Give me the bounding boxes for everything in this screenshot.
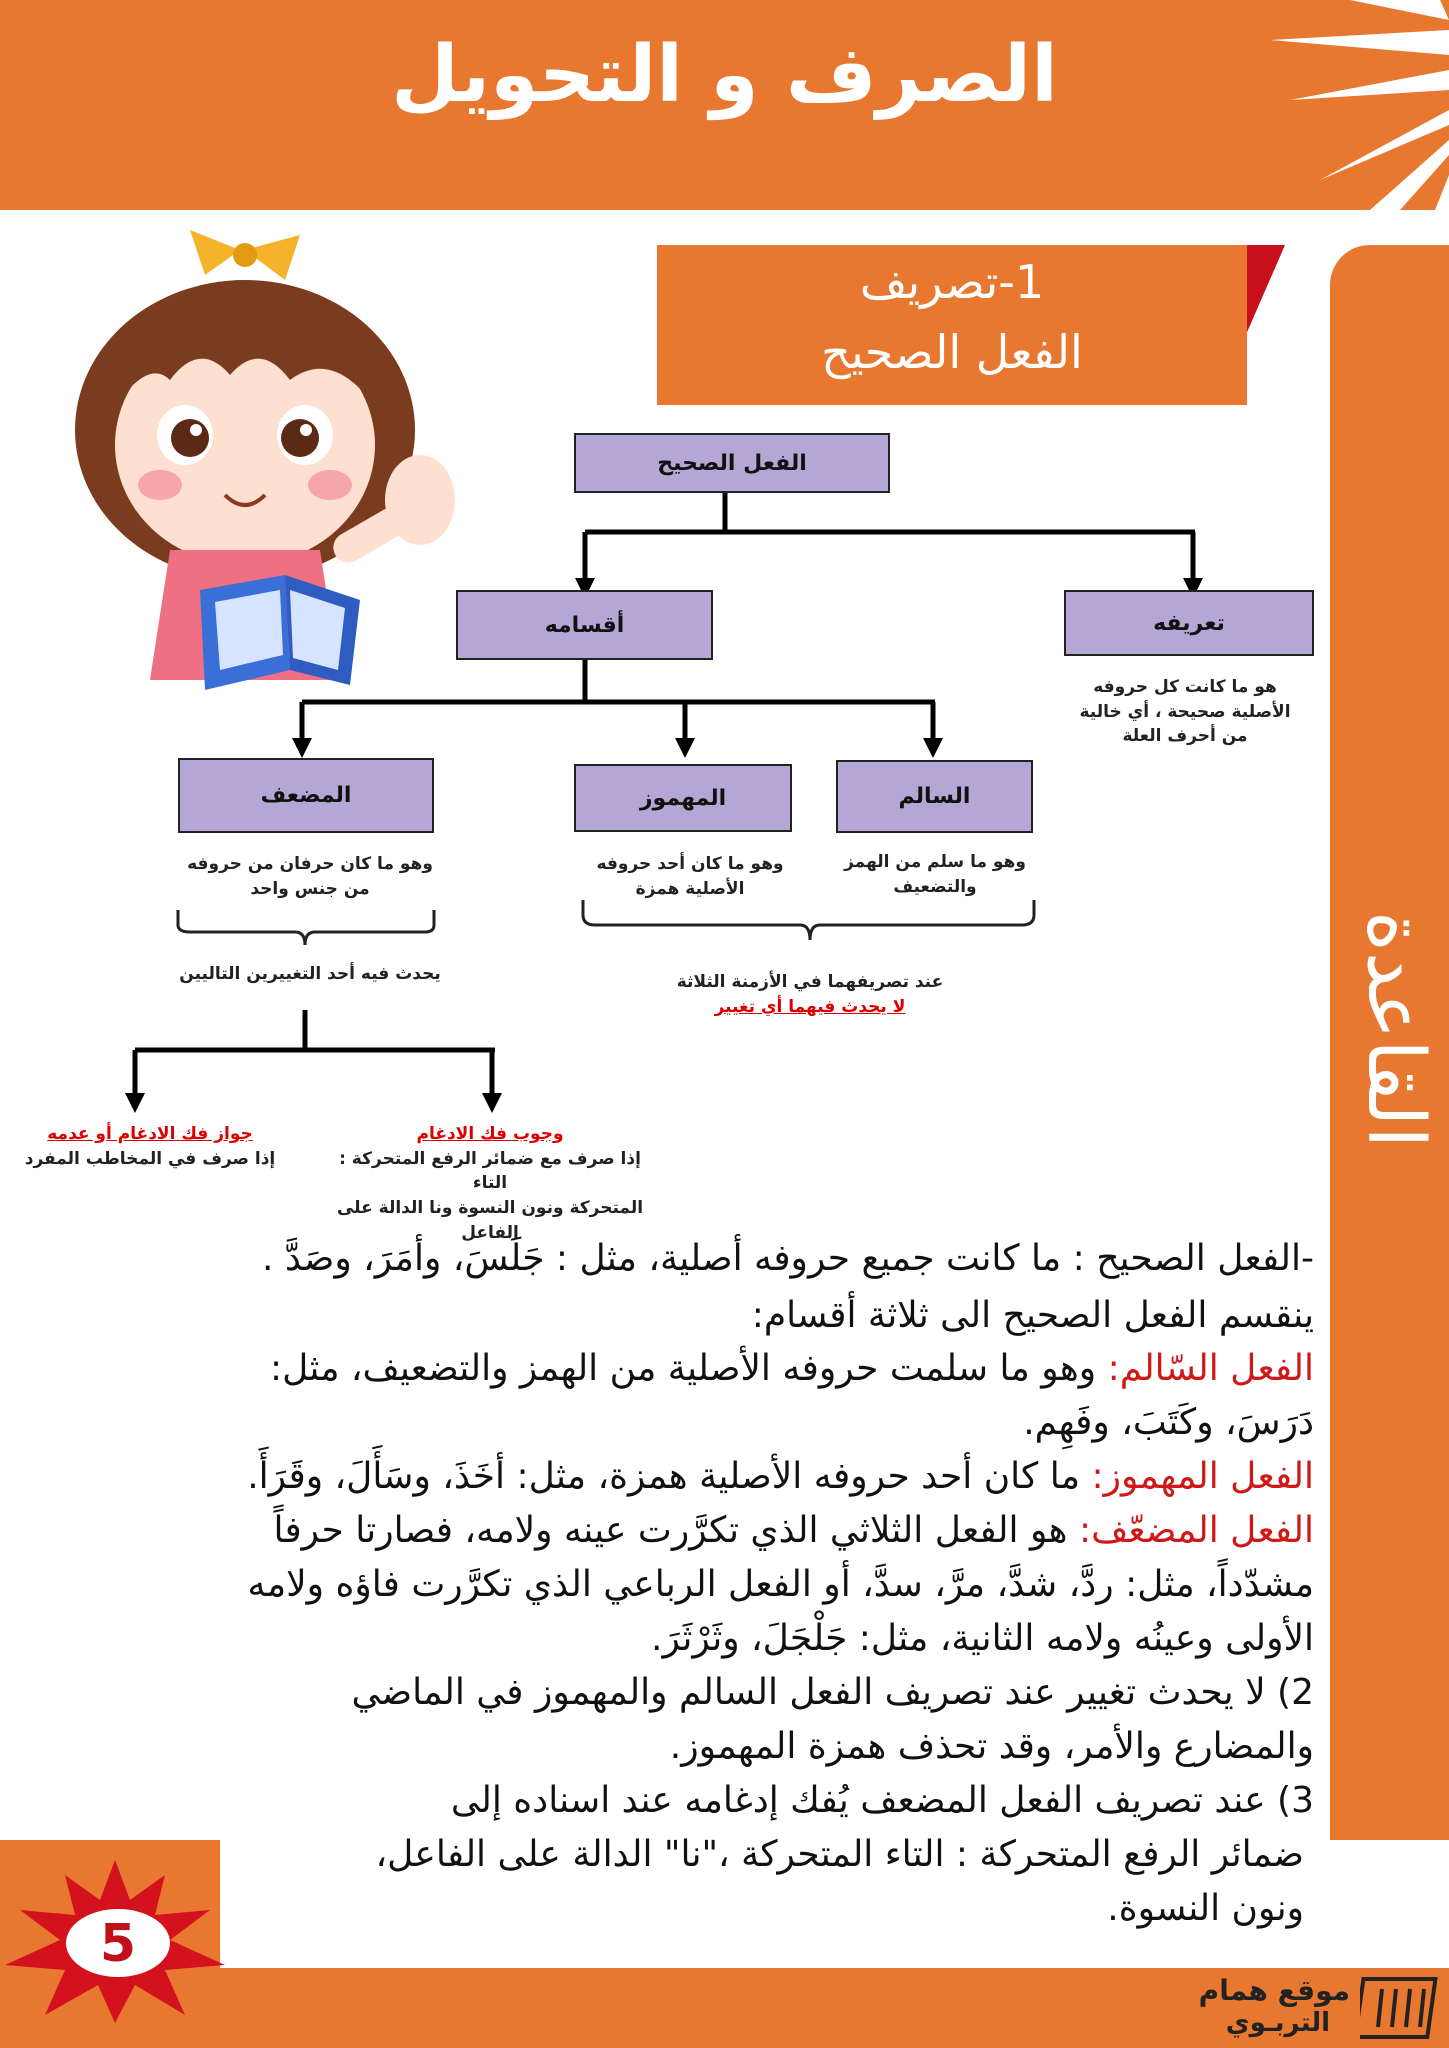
must-split-note: وجوب فك الادغام إذا صرف مع ضمائر الرفع المتحركة : التاء المتحركة ونون النسوة ونا الدالة على الفاعل bbox=[336, 1124, 644, 1243]
logo-line1: موقع همام bbox=[1198, 1974, 1350, 2007]
body-line-13: ونون النسوة. bbox=[1107, 1888, 1304, 1929]
body-line-12: ضمائر الرفع المتحركة : التاء المتحركة ،"نا" الدالة على الفاعل، bbox=[375, 1834, 1304, 1875]
body-line-10: والمضارع والأمر، وقد تحذف همزة المهموز. bbox=[669, 1726, 1314, 1767]
body-line-6: الفعل المضعّف: هو الفعل الثلاثي الذي تكرَّرت عينه ولامه، فصارتا حرفاً bbox=[273, 1510, 1314, 1551]
mudaaf-change-note: يحدث فيه أحد التغييرين التاليين bbox=[179, 964, 441, 984]
logo-icon bbox=[1360, 1975, 1440, 2041]
salim-note: وهو ما سلم من الهمز والتضعيف bbox=[844, 852, 1026, 897]
term-mahmuz: الفعل المهموز: bbox=[1091, 1456, 1314, 1497]
root-box: الفعل الصحيح bbox=[574, 433, 890, 493]
body-line-7: مشدّداً، مثل: ردَّ، شدَّ، مرَّ، سدَّ، أو الفعل الرباعي الذي تكرَّرت فاؤه ولامه bbox=[247, 1564, 1314, 1605]
may-split-note: جواز فك الادغام أو عدمه إذا صرف في المخاطب المفرد bbox=[24, 1124, 276, 1169]
term-salim: الفعل السّالم: bbox=[1107, 1348, 1314, 1389]
page-number-badge bbox=[0, 1855, 230, 2025]
body-line-5: الفعل المهموز: ما كان أحد حروفه الأصلية همزة، مثل: أخَذَ، وسَأَلَ، وقَرَأَ. bbox=[247, 1456, 1314, 1497]
page-number: 5 bbox=[99, 1914, 137, 1974]
rule-band-label: القاعدة bbox=[1350, 911, 1440, 1149]
body-line-3: الفعل السّالم: وهو ما سلمت حروفه الأصلية من الهمز والتضعيف، مثل: bbox=[269, 1348, 1314, 1389]
definition-box: تعريفه bbox=[1064, 590, 1314, 656]
body-line-4: دَرَسَ، وكَتَبَ، وفَهِم. bbox=[1023, 1402, 1314, 1443]
section-title-line1: 1-تصريف bbox=[859, 255, 1045, 309]
mudaaf-box: المضعف bbox=[178, 758, 434, 833]
body-line-2: ينقسم الفعل الصحيح الى ثلاثة أقسام: bbox=[751, 1295, 1314, 1336]
mudaaf-note: وهو ما كان حرفان من حروفه من جنس واحد bbox=[187, 854, 433, 899]
definition-note: هو ما كانت كل حروفه الأصلية صحيحة ، أي خالية من أحرف العلة bbox=[1079, 677, 1291, 747]
body-line-1: -الفعل الصحيح : ما كانت جميع حروفه أصلية، مثل : جَلَسَ، وأمَرَ، وصَدَّ . bbox=[262, 1238, 1314, 1279]
logo-line2: التربـوي bbox=[1225, 2008, 1330, 2038]
mahmuz-box: المهموز bbox=[574, 764, 792, 832]
types-box: أقسامه bbox=[456, 590, 713, 660]
tenses-note: عند تصريفهما في الأزمنة الثلاثة لا يحدث فيهما أي تغيير bbox=[676, 972, 944, 1017]
body-line-9: 2) لا يحدث تغيير عند تصريف الفعل السالم والمهموز في الماضي bbox=[351, 1672, 1314, 1713]
mahmuz-note: وهو ما كان أحد حروفه الأصلية همزة bbox=[596, 854, 784, 899]
body-line-11: 3) عند تصريف الفعل المضعف يُفك إدغامه عند اسناده إلى bbox=[450, 1780, 1314, 1821]
salim-box: السالم bbox=[836, 760, 1033, 833]
body-line-8: الأولى وعينُه ولامه الثانية، مثل: جَلْجَلَ، وثَرْثَرَ. bbox=[651, 1618, 1314, 1659]
page-title: الصرف و التحويل bbox=[391, 30, 1058, 120]
term-mudaaf: الفعل المضعّف: bbox=[1078, 1510, 1314, 1551]
section-title-line2: الفعل الصحيح bbox=[821, 325, 1083, 379]
